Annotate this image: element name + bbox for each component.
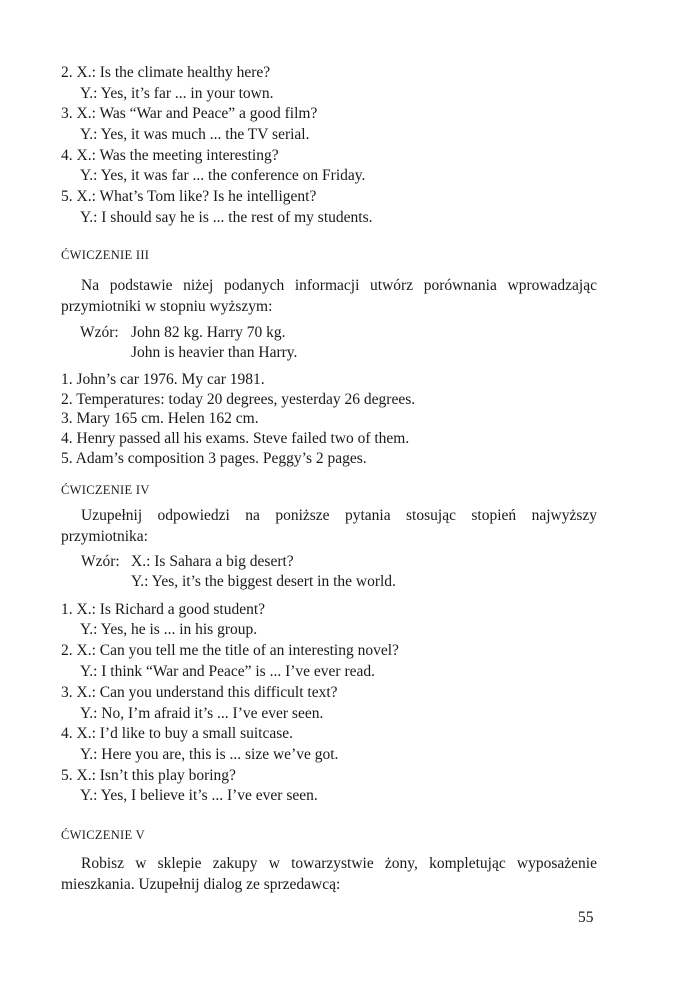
example-line: John 82 kg. Harry 70 kg. [131,324,286,341]
exercise-item-answer: Y.: Yes, it’s far ... in your town. [80,85,274,102]
exercise-item-answer: Y.: No, I’m afraid it’s ... I’ve ever seen. [80,705,324,722]
exercise-heading: ĆWICZENIE IV [61,483,150,497]
example-line: Y.: Yes, it’s the biggest desert in the world. [131,573,396,590]
exercise-item-answer: Y.: Here you are, this is ... size we’ve got. [80,746,339,763]
list-item: 1. John’s car 1976. My car 1981. [61,371,265,388]
exercise-instruction [61,275,597,317]
exercise-heading: ĆWICZENIE III [61,248,150,262]
exercise-instruction [61,853,597,895]
exercise-heading: ĆWICZENIE V [61,828,145,842]
example-line: X.: Is Sahara a big desert? [131,553,294,570]
list-item: 4. Henry passed all his exams. Steve failed two of them. [61,430,410,447]
instruction-text: Uzupełnij odpowiedzi na poniższe pytania stosując stopień najwyższy przymiotnika: [61,507,597,545]
exercise-item-question: 2. X.: Is the climate healthy here? [61,64,271,81]
exercise-item-question: 2. X.: Can you tell me the title of an interesting novel? [61,642,399,659]
page-number: 55 [578,909,594,926]
exercise-item-answer: Y.: Yes, I believe it’s ... I’ve ever seen. [80,787,318,804]
exercise-item-question: 4. X.: Was the meeting interesting? [61,147,279,164]
example-label: Wzór: [81,553,120,570]
list-item: 3. Mary 165 cm. Helen 162 cm. [61,410,259,427]
exercise-item-question: 4. X.: I’d like to buy a small suitcase. [61,725,294,742]
list-item: 5. Adam’s composition 3 pages. Peggy’s 2 pages. [61,450,367,467]
exercise-item-question: 3. X.: Was “War and Peace” a good film? [61,105,318,122]
exercise-item-question: 5. X.: What’s Tom like? Is he intelligent? [61,188,317,205]
exercise-item-answer: Y.: Yes, it was far ... the conference on Friday. [80,167,366,184]
exercise-item-answer: Y.: I should say he is ... the rest of my students. [80,209,373,226]
example-line: John is heavier than Harry. [131,344,298,361]
exercise-instruction [61,505,597,547]
exercise-item-answer: Y.: I think “War and Peace” is ... I’ve ever read. [80,663,375,680]
list-item: 2. Temperatures: today 20 degrees, yesterday 26 degrees. [61,391,416,408]
exercise-item-answer: Y.: Yes, it was much ... the TV serial. [80,126,310,143]
example-label: Wzór: [80,324,119,341]
exercise-item-question: 5. X.: Isn’t this play boring? [61,767,236,784]
exercise-item-question: 1. X.: Is Richard a good student? [61,601,266,618]
instruction-text: Na podstawie niżej podanych informacji utwórz porównania wprowadzając przymiotniki w stopniu wyższym: [61,277,597,315]
instruction-text: Robisz w sklepie zakupy w towarzystwie żony, kompletując wyposażenie mieszkania. Uzupełnij dialog ze sprzedawcą: [61,855,597,893]
exercise-item-question: 3. X.: Can you understand this difficult text? [61,684,338,701]
exercise-item-answer: Y.: Yes, he is ... in his group. [80,621,258,638]
